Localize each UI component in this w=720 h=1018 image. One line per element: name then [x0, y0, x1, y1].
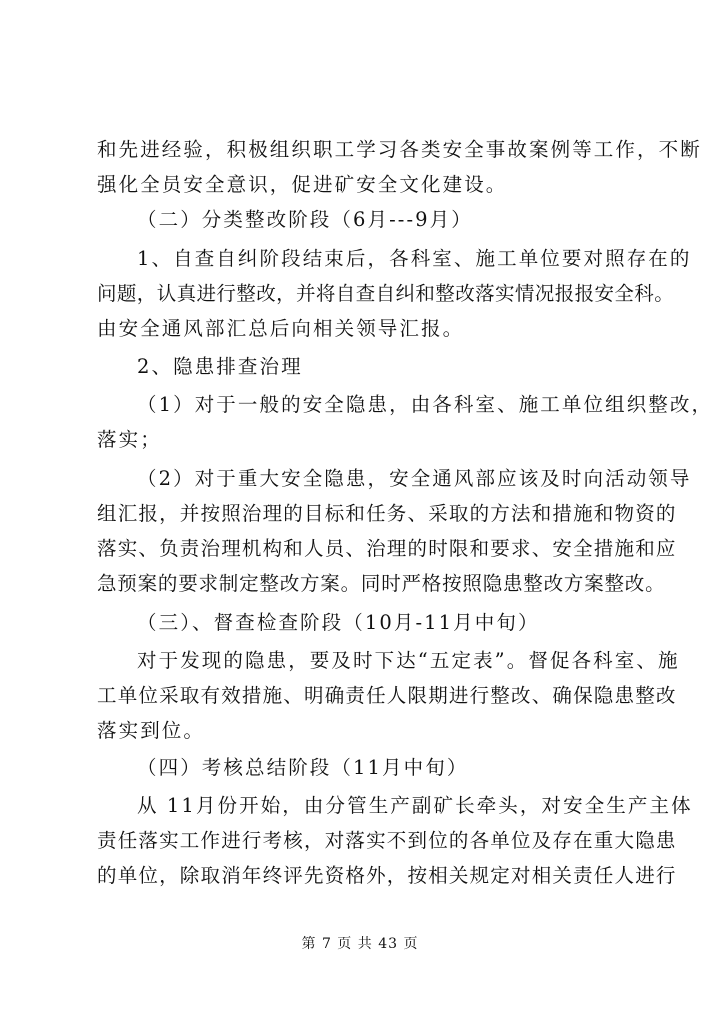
body-line: 落实、负责治理机构和人员、治理的时限和要求、安全措施和应 — [97, 537, 677, 560]
page-number: 第 7 页 共 43 页 — [301, 936, 419, 952]
body-line: 从 11月份开始，由分管生产副矿长牵头，对安全生产主体 — [137, 794, 693, 817]
body-line: 对于发现的隐患，要及时下达“五定表”。督促各科室、施 — [137, 649, 680, 672]
body-line: （1）对于一般的安全隐患，由各科室、施工单位组织整改， — [137, 393, 714, 416]
body-line: 工单位采取有效措施、明确责任人限期进行整改、确保隐患整改 — [97, 684, 677, 707]
body-line: 问题，认真进行整改，并将自查自纠和整改落实情况报报安全科。 — [97, 282, 675, 305]
section-heading: （四）考核总结阶段（11月中旬） — [137, 756, 469, 779]
body-line: （2）对于重大安全隐患，安全通风部应该及时向活动领导 — [137, 467, 692, 490]
section-heading: （三）、督查检查阶段（10月-11月中旬） — [137, 611, 540, 634]
body-line: 由安全通风部汇总后向相关领导汇报。 — [97, 317, 465, 340]
body-line: 急预案的要求制定整改方案。同时严格按照隐患整改方案整改。 — [97, 572, 666, 595]
body-line: 强化全员安全意识，促进矿安全文化建设。 — [97, 173, 508, 196]
subsection-heading: 2、隐患排查治理 — [137, 355, 303, 378]
body-line: 组汇报，并按照治理的目标和任务、采取的方法和措施和物资的 — [97, 502, 677, 525]
body-line: 和先进经验，积极组织职工学习各类安全事故案例等工作，不断 — [97, 138, 702, 161]
section-heading: （二）分类整改阶段（6月---9月） — [137, 208, 473, 231]
body-line: 的单位，除取消年终评先资格外，按相关规定对相关责任人进行 — [97, 864, 677, 887]
body-line: 落实到位。 — [97, 719, 206, 742]
body-line: 1、自查自纠阶段结束后，各科室、施工单位要对照存在的 — [137, 247, 692, 270]
body-line: 落实； — [97, 428, 162, 451]
body-line: 责任落实工作进行考核，对落实不到位的各单位及存在重大隐患 — [97, 829, 677, 852]
